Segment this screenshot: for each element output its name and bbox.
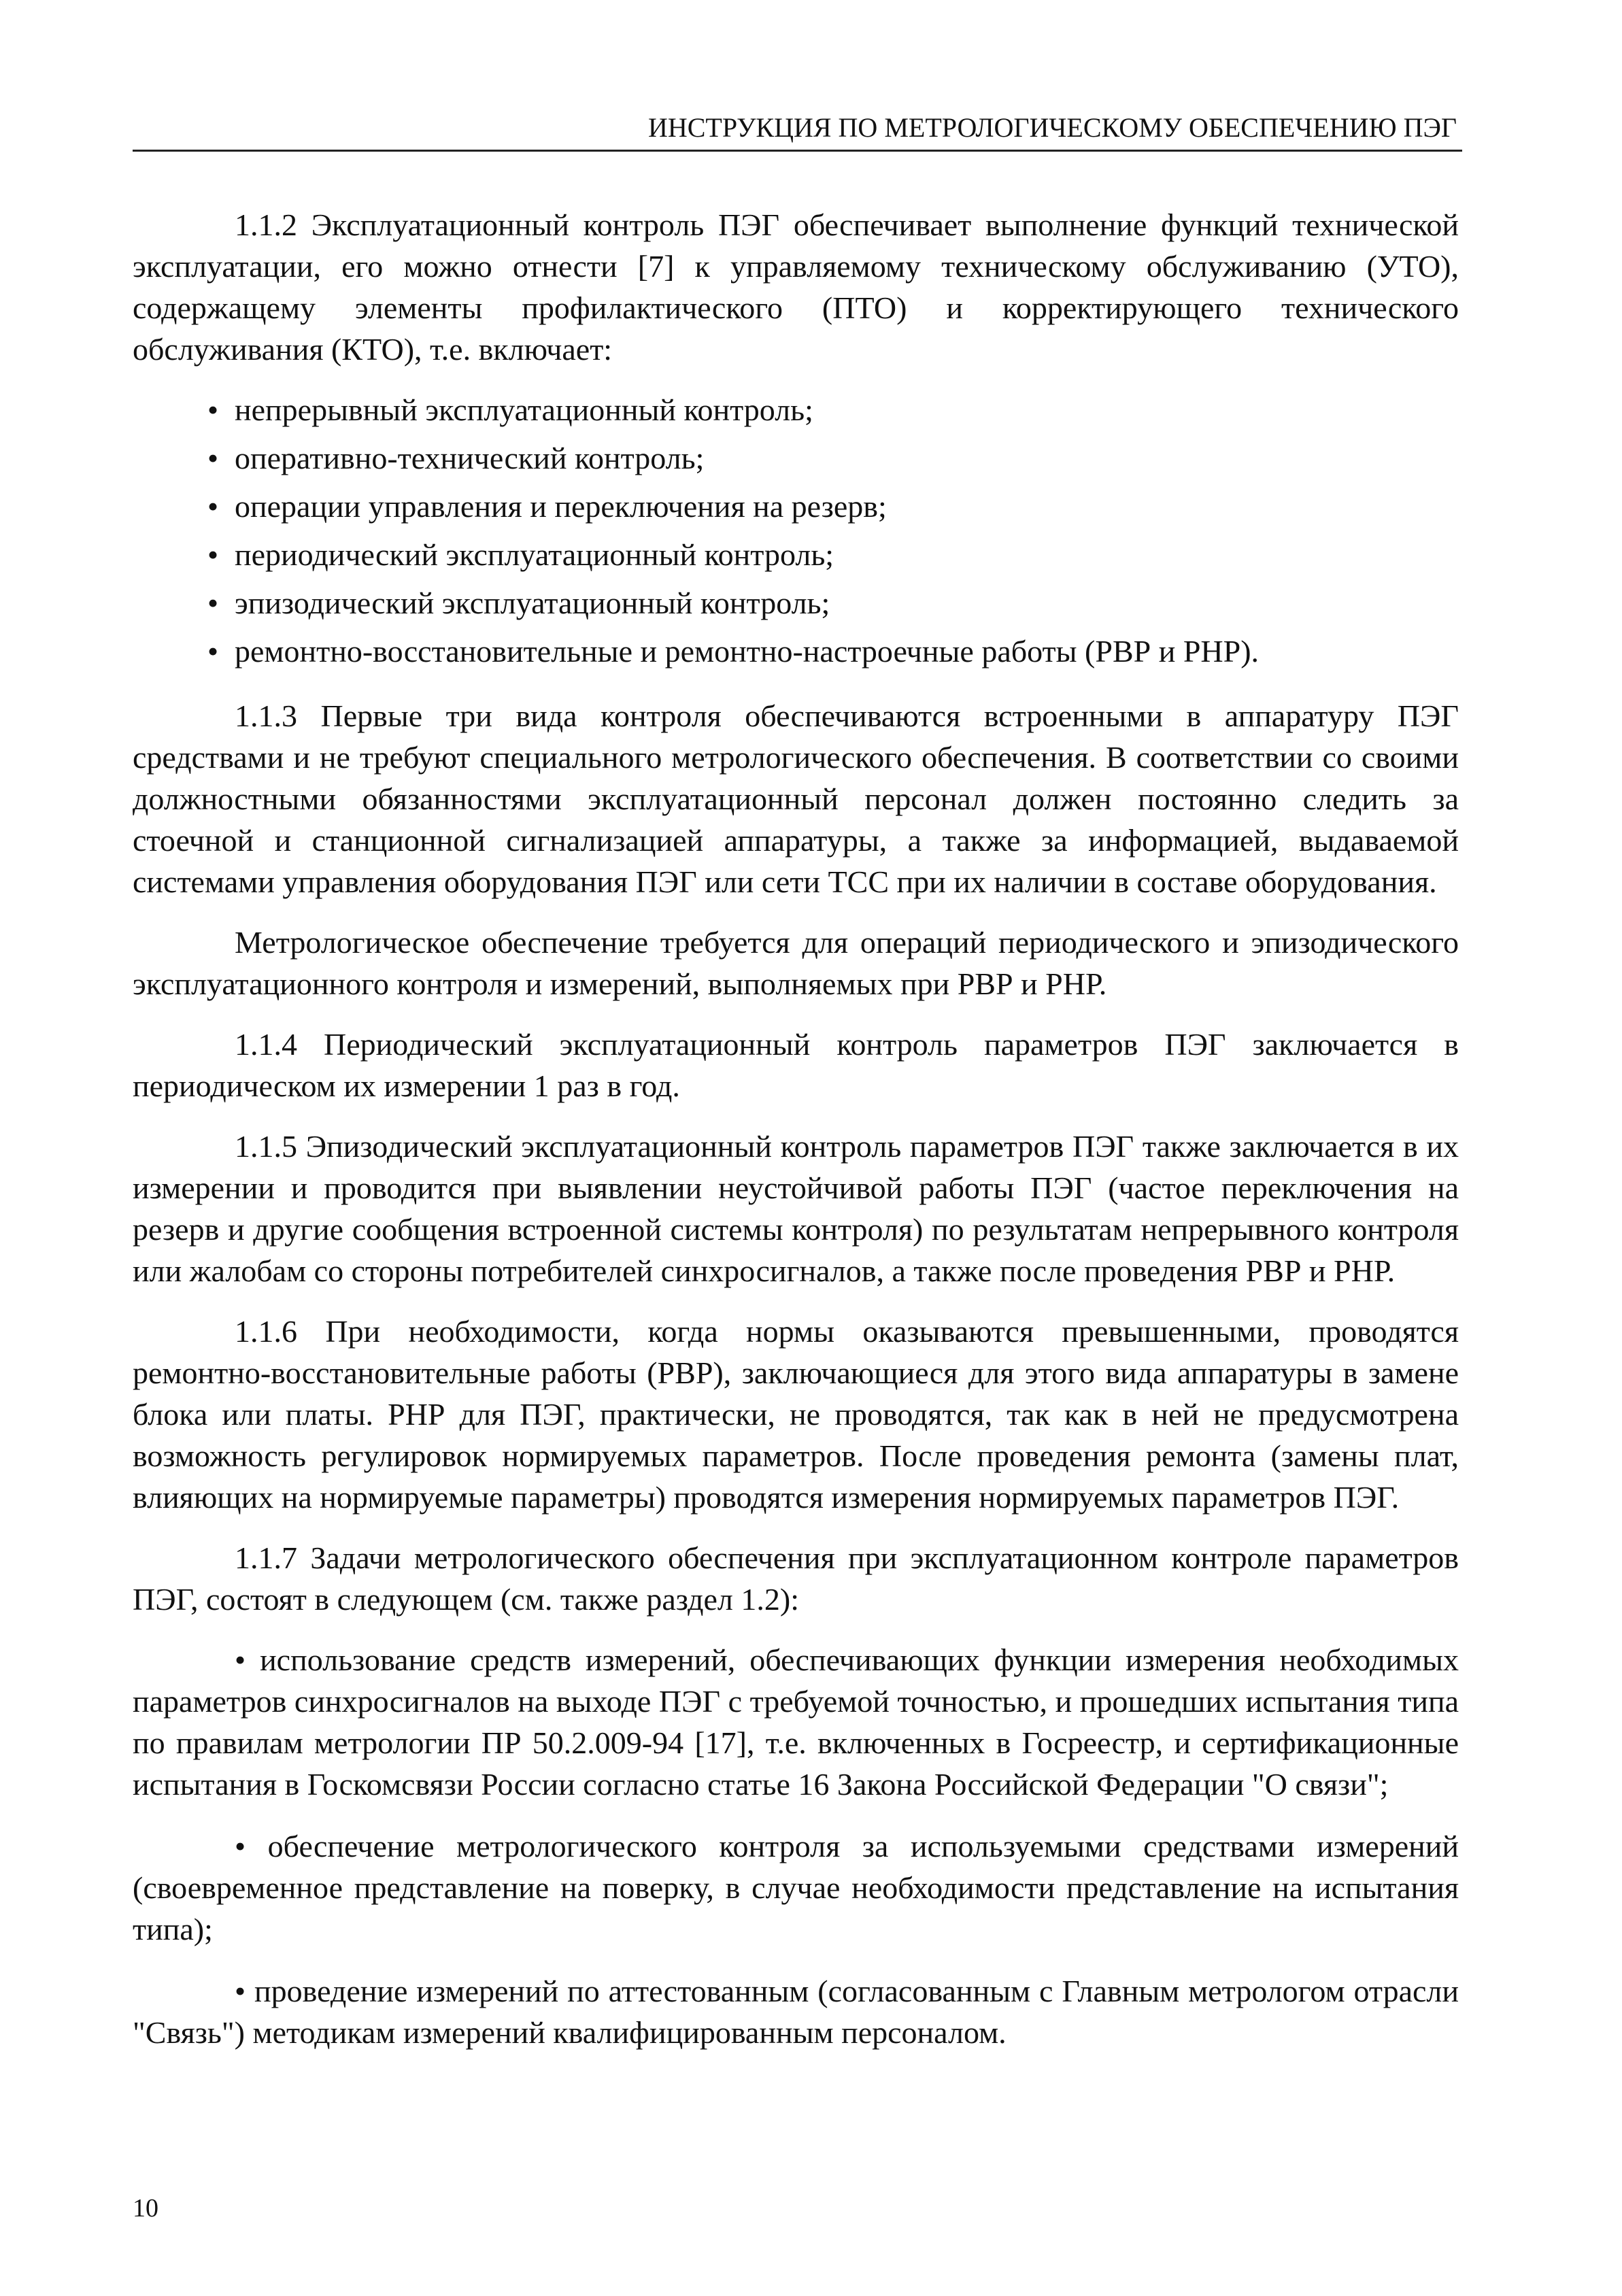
page-number: 10 — [133, 2194, 158, 2223]
task-item-metrological-control: • обеспечение метрологического контроля за используемыми средствами измерений (своевременное представление на поверку, в случае необходимости представление на испытания типа); — [133, 1829, 1459, 1946]
paragraph-1-1-2: 1.1.2 Эксплуатационный контроль ПЭГ обеспечивает выполнение функций технической эксплуатации, его можно отнести [7] к управляемому техническому обслуживанию (УТО), содержащему элементы профилактического (ПТО) и корректирующего технического обслуживания (КТО), т.е. включает: — [133, 207, 1459, 367]
list-item: • непрерывный эксплуатационный контроль; — [133, 389, 1459, 430]
list-item: • операции управления и переключения на резерв; — [133, 486, 1459, 527]
bullet-icon: • — [207, 441, 219, 475]
control-types-list — [133, 389, 1459, 672]
document-body — [133, 204, 1459, 2074]
bullet-icon: • — [235, 1642, 246, 1677]
running-header — [133, 110, 1462, 152]
paragraph-1-1-4: 1.1.4 Периодический эксплуатационный контроль параметров ПЭГ заключается в периодическом их измерении 1 раз в год. — [133, 1027, 1459, 1103]
bullet-icon: • — [207, 392, 219, 427]
list-item: • эпизодический эксплуатационный контроль; — [133, 582, 1459, 624]
list-item: • ремонтно-восстановительные и ремонтно-настроечные работы (РВР и РНР). — [133, 630, 1459, 672]
paragraph-1-1-5: 1.1.5 Эпизодический эксплуатационный контроль параметров ПЭГ также заключается в их измерении и проводится при выявлении неустойчивой работы ПЭГ (частое переключения на резерв и другие сообщения встроенной системы контроля) по результатам непрерывного контроля или жалобам со стороны потребителей синхросигналов, а также после проведения РВР и РНР. — [133, 1129, 1459, 1288]
bullet-icon: • — [235, 1829, 246, 1863]
paragraph-1-1-7: 1.1.7 Задачи метрологического обеспечения при эксплуатационном контроле параметров ПЭГ, состоят в следующем (см. также раздел 1.2): — [133, 1540, 1459, 1617]
paragraph-1-1-3: 1.1.3 Первые три вида контроля обеспечиваются встроенными в аппаратуру ПЭГ средствами и не требуют специального метрологического обеспечения. В соответствии со своими должностными обязанностями эксплуатационный персонал должен постоянно следить за стоечной и станционной сигнализацией аппаратуры, а также за информацией, выдаваемой системами управления оборудования ПЭГ или сети ТСС при их наличии в составе оборудования. — [133, 698, 1459, 899]
bullet-icon: • — [235, 1974, 246, 2008]
bullet-icon: • — [207, 489, 219, 524]
header-title: ИНСТРУКЦИЯ ПО МЕТРОЛОГИЧЕСКОМУ ОБЕСПЕЧЕНИЮ ПЭГ — [647, 112, 1457, 143]
list-item: • оперативно-технический контроль; — [133, 437, 1459, 479]
paragraph-1-1-6: 1.1.6 При необходимости, когда нормы оказываются превышенными, проводятся ремонтно-восстановительные работы (РВР), заключающиеся для этого вида аппаратуры в замене блока или платы. РНР для ПЭГ, практически, не проводятся, так как в ней не предусмотрена возможность регулировок нормируемых параметров. После проведения ремонта (замены плат, влияющих на нормируемые параметры) проводятся измерения нормируемых параметров ПЭГ. — [133, 1314, 1459, 1515]
paragraph-metrology: Метрологическое обеспечение требуется для операций периодического и эпизодического эксплуатационного контроля и измерений, выполняемых при РВР и РНР. — [133, 925, 1459, 1001]
bullet-icon: • — [207, 537, 219, 572]
bullet-icon: • — [207, 586, 219, 620]
task-item-certified-methods: • проведение измерений по аттестованным (согласованным с Главным метрологом отрасли "Связь") методикам измерений квалифицированным персоналом. — [133, 1974, 1459, 2050]
task-item-measuring-instruments: • использование средств измерений, обеспечивающих функции измерения необходимых параметров синхросигналов на выходе ПЭГ с требуемой точностью, и прошедших испытания типа по правилам метрологии ПР 50.2.009-94 [17], т.е. включенных в Госреестр, и сертификационные испытания в Госкомсвязи России согласно статье 16 Закона Российской Федерации "О связи"; — [133, 1642, 1459, 1802]
list-item: • периодический эксплуатационный контроль; — [133, 534, 1459, 575]
bullet-icon: • — [207, 634, 219, 669]
